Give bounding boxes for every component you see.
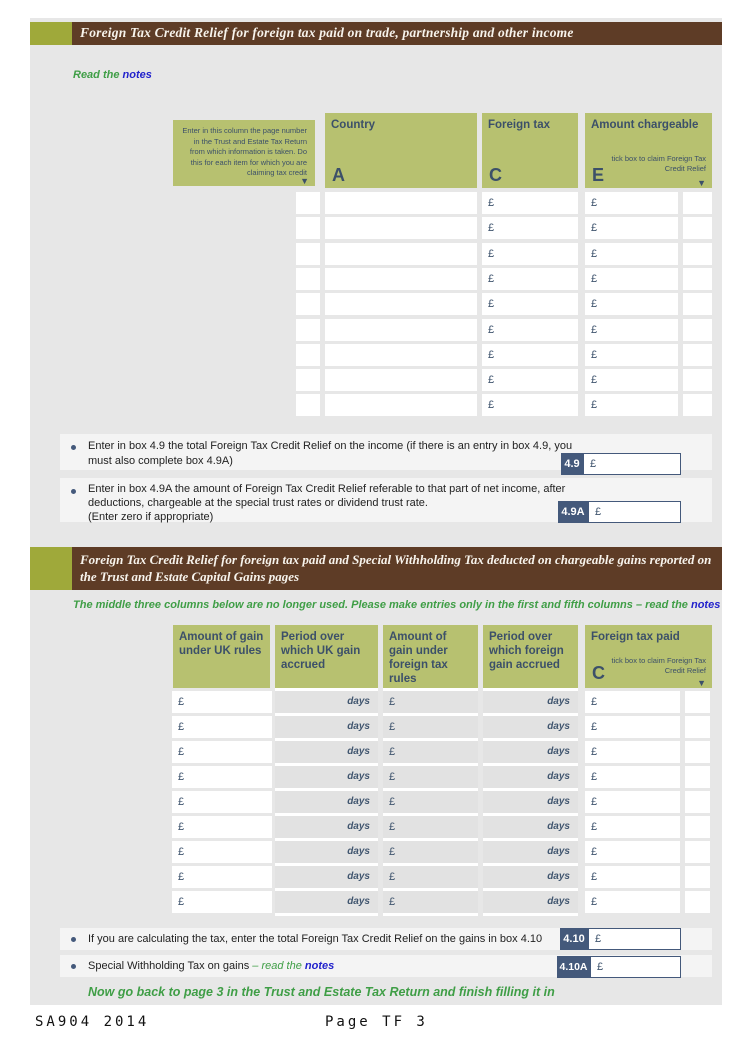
gain-foreign-rules-cell: £ xyxy=(383,791,478,813)
foreign-period-days-cell: days xyxy=(483,741,578,763)
ftcr-tick-box[interactable] xyxy=(685,791,710,813)
gain-uk-rules-input[interactable]: £ xyxy=(172,841,272,863)
gain-uk-rules-input[interactable]: £ xyxy=(172,791,272,813)
tick-note: tick box to claim Foreign Tax Credit Relief xyxy=(611,656,706,675)
ftcr-tick-box[interactable] xyxy=(685,741,710,763)
bullet-icon xyxy=(71,445,76,450)
box49a-text-main: Enter in box 4.9A the amount of Foreign Tax Credit Relief referable to that part of net income, after deductions, chargeable at the special trust rates or dividend trust rate. xyxy=(88,483,566,509)
uk-period-header xyxy=(275,625,378,688)
gain-foreign-rules-cell: £ xyxy=(383,766,478,788)
chevron-down-icon: ▼ xyxy=(697,678,706,688)
gain-uk-rules-input[interactable]: £ xyxy=(172,866,272,888)
uk-period-days-cell: days xyxy=(275,866,378,888)
olive-accent-block xyxy=(30,22,72,45)
box410-input[interactable]: £ xyxy=(588,928,681,950)
uk-period-days-cell: days xyxy=(275,691,378,713)
gain-foreign-rules-label: Amount of gain under foreign tax rules xyxy=(389,631,448,685)
uk-period-days-cell: days xyxy=(275,766,378,788)
foreign-period-days-cell: days xyxy=(483,816,578,838)
tick-note: tick box to claim Foreign Tax Credit Relief xyxy=(611,154,706,173)
column-letter-e: E xyxy=(592,165,605,185)
country-input[interactable] xyxy=(325,192,477,214)
bullet-icon xyxy=(71,964,76,969)
bullet-icon xyxy=(71,937,76,942)
ftcr-tick-box[interactable] xyxy=(685,891,710,913)
box410a-number-label: 4.10A xyxy=(557,956,590,978)
section2-header-bar xyxy=(30,547,722,590)
foreign-period-days-cell: days xyxy=(483,841,578,863)
chevron-down-icon: ▼ xyxy=(300,176,309,186)
gain-uk-rules-input[interactable]: £ xyxy=(172,891,272,913)
foreign-tax-paid-header xyxy=(585,625,712,688)
amount-chargeable-header-label: Amount chargeable xyxy=(591,119,699,131)
foreign-tax-input[interactable]: £ xyxy=(482,268,578,290)
ftcr-tick-box[interactable] xyxy=(683,243,712,265)
notes-link[interactable]: notes xyxy=(690,599,721,611)
gain-uk-rules-header xyxy=(173,625,270,688)
ftcr-tick-box[interactable] xyxy=(683,268,712,290)
gain-foreign-rules-cell: £ xyxy=(383,716,478,738)
box410a-text-main: Special Withholding Tax on gains xyxy=(88,960,250,972)
foreign-tax-input[interactable]: £ xyxy=(482,217,578,239)
ftcr-tick-box[interactable] xyxy=(683,344,712,366)
section1-header-bar xyxy=(30,22,722,45)
ftcr-tick-box[interactable] xyxy=(683,369,712,391)
ftcr-tick-box[interactable] xyxy=(683,192,712,214)
foreign-tax-column-header xyxy=(482,113,578,188)
amount-chargeable-input[interactable]: £ xyxy=(585,192,678,214)
box49-text: Enter in box 4.9 the total Foreign Tax Credit Relief on the income (if there is an entry in box 4.9, you must also complete box 4.9A) xyxy=(88,440,573,467)
ftcr-tick-box[interactable] xyxy=(683,394,712,416)
foreign-tax-paid-input[interactable]: £ xyxy=(585,866,680,888)
box410-text: If you are calculating the tax, enter the total Foreign Tax Credit Relief on the gains in box 4.10 xyxy=(88,933,543,945)
uk-period-days-cell: days xyxy=(275,841,378,863)
uk-period-days-cell: days xyxy=(275,741,378,763)
country-input[interactable] xyxy=(325,268,477,290)
column-letter-a: A xyxy=(332,165,345,185)
gain-foreign-rules-cell: £ xyxy=(383,866,478,888)
page-number-input[interactable] xyxy=(296,344,320,366)
page-number-input[interactable] xyxy=(296,319,320,341)
page-number-input[interactable] xyxy=(296,243,320,265)
foreign-period-days-cell: days xyxy=(483,891,578,913)
amount-chargeable-input[interactable]: £ xyxy=(585,344,678,366)
gain-foreign-rules-cell: £ xyxy=(383,891,478,913)
uk-period-days-cell: days xyxy=(275,891,378,913)
ftcr-tick-box[interactable] xyxy=(683,319,712,341)
box49a-text xyxy=(88,482,588,524)
gain-uk-rules-input[interactable]: £ xyxy=(172,691,272,713)
uk-period-label: Period over which UK gain accrued xyxy=(281,631,361,671)
section1-title: Foreign Tax Credit Relief for foreign tax paid on trade, partnership and other income xyxy=(80,25,574,40)
foreign-tax-paid-label: Foreign tax paid xyxy=(591,631,680,643)
amount-chargeable-input[interactable]: £ xyxy=(585,394,678,416)
foreign-tax-paid-input[interactable]: £ xyxy=(585,691,680,713)
page-number-input[interactable] xyxy=(296,369,320,391)
gain-uk-rules-label: Amount of gain under UK rules xyxy=(179,631,264,657)
foreign-tax-input[interactable]: £ xyxy=(482,344,578,366)
page-number: Page TF 3 xyxy=(325,1014,428,1030)
read-prefix: Read the xyxy=(73,69,120,81)
page-number-input[interactable] xyxy=(296,394,320,416)
notes-link[interactable]: notes xyxy=(122,69,152,81)
gain-uk-rules-input[interactable]: £ xyxy=(172,741,272,763)
foreign-tax-input[interactable]: £ xyxy=(482,369,578,391)
gain-uk-rules-input[interactable]: £ xyxy=(172,816,272,838)
notes-link[interactable]: notes xyxy=(304,960,335,972)
read-notes-line xyxy=(73,69,152,81)
bullet-icon xyxy=(71,489,76,494)
foreign-tax-input[interactable]: £ xyxy=(482,192,578,214)
amount-chargeable-input[interactable]: £ xyxy=(585,268,678,290)
foreign-period-days-cell: days xyxy=(483,716,578,738)
foreign-tax-input[interactable]: £ xyxy=(482,319,578,341)
country-header-label: Country xyxy=(331,119,376,131)
page-number-instruction: Enter in this column the page number in the Trust and Estate Tax Return from which information is taken. Do this for each item for which you are claiming tax credit xyxy=(182,126,307,177)
amount-chargeable-input[interactable]: £ xyxy=(585,369,678,391)
gain-foreign-rules-header xyxy=(383,625,478,688)
ftcr-tick-box[interactable] xyxy=(683,293,712,315)
ftcr-tick-box[interactable] xyxy=(683,217,712,239)
ftcr-tick-box[interactable] xyxy=(685,816,710,838)
country-input[interactable] xyxy=(325,217,477,239)
box410a-input[interactable]: £ xyxy=(590,956,681,978)
note-prefix: The middle three columns below are no longer used. Please make entries only in the first and fifth columns – read the xyxy=(73,599,688,611)
olive-accent-block xyxy=(30,547,72,590)
amount-chargeable-input[interactable]: £ xyxy=(585,293,678,315)
foreign-tax-paid-input[interactable]: £ xyxy=(585,741,680,763)
box410a-read-suffix: – read the xyxy=(252,960,302,972)
foreign-tax-input[interactable]: £ xyxy=(482,293,578,315)
box49a-input[interactable]: £ xyxy=(588,501,681,523)
uk-period-days-cell: days xyxy=(275,816,378,838)
box49a-text-sub: (Enter zero if appropriate) xyxy=(88,511,214,523)
country-input[interactable] xyxy=(325,394,477,416)
page-number-column-header xyxy=(173,120,315,186)
box49-input[interactable]: £ xyxy=(583,453,681,475)
country-input[interactable] xyxy=(325,293,477,315)
foreign-period-header xyxy=(483,625,578,688)
gain-foreign-rules-cell: £ xyxy=(383,816,478,838)
country-input[interactable] xyxy=(325,369,477,391)
foreign-tax-input[interactable]: £ xyxy=(482,243,578,265)
uk-period-days-cell: days xyxy=(275,791,378,813)
country-input[interactable] xyxy=(325,344,477,366)
amount-chargeable-column-header xyxy=(585,113,712,188)
ftcr-tick-box[interactable] xyxy=(685,866,710,888)
gain-foreign-rules-cell: £ xyxy=(383,741,478,763)
amount-chargeable-input[interactable]: £ xyxy=(585,319,678,341)
foreign-tax-paid-input[interactable]: £ xyxy=(585,791,680,813)
gain-foreign-rules-cell: £ xyxy=(383,841,478,863)
box410a-text xyxy=(88,959,588,974)
foreign-period-days-cell: days xyxy=(483,791,578,813)
box410-number-label: 4.10 xyxy=(560,928,588,950)
page-number-input[interactable] xyxy=(296,217,320,239)
ftcr-tick-box[interactable] xyxy=(685,716,710,738)
ftcr-tick-box[interactable] xyxy=(685,766,710,788)
foreign-tax-paid-input[interactable]: £ xyxy=(585,766,680,788)
form-id: SA904 2014 xyxy=(35,1014,150,1030)
closing-note: Now go back to page 3 in the Trust and Estate Tax Return and finish filling it in xyxy=(88,985,555,999)
amount-chargeable-input[interactable]: £ xyxy=(585,217,678,239)
foreign-period-label: Period over which foreign gain accrued xyxy=(489,631,564,671)
page-number-input[interactable] xyxy=(296,192,320,214)
foreign-tax-header-label: Foreign tax xyxy=(488,119,550,131)
middle-columns-note xyxy=(73,599,720,611)
column-letter-c: C xyxy=(592,663,605,683)
foreign-period-days-cell: days xyxy=(483,691,578,713)
country-input[interactable] xyxy=(325,243,477,265)
foreign-tax-paid-input[interactable]: £ xyxy=(585,841,680,863)
foreign-period-days-cell: days xyxy=(483,766,578,788)
gain-uk-rules-input[interactable]: £ xyxy=(172,716,272,738)
gain-foreign-rules-cell: £ xyxy=(383,691,478,713)
chevron-down-icon: ▼ xyxy=(697,178,706,188)
ftcr-tick-box[interactable] xyxy=(685,841,710,863)
foreign-tax-paid-input[interactable]: £ xyxy=(585,891,680,913)
amount-chargeable-input[interactable]: £ xyxy=(585,243,678,265)
box49-number-label: 4.9 xyxy=(561,453,583,475)
gain-uk-rules-input[interactable]: £ xyxy=(172,766,272,788)
foreign-tax-paid-input[interactable]: £ xyxy=(585,816,680,838)
column-letter-c: C xyxy=(489,165,502,185)
ftcr-tick-box[interactable] xyxy=(685,691,710,713)
uk-period-days-cell: days xyxy=(275,716,378,738)
foreign-tax-input[interactable]: £ xyxy=(482,394,578,416)
section2-title: Foreign Tax Credit Relief for foreign tax paid and Special Withholding Tax deducted on chargeable gains reported on the Trust and Estate Capital Gains pages xyxy=(80,552,712,584)
foreign-tax-paid-input[interactable]: £ xyxy=(585,716,680,738)
page-number-input[interactable] xyxy=(296,268,320,290)
box49a-number-label: 4.9A xyxy=(558,501,588,523)
country-column-header xyxy=(325,113,477,188)
country-input[interactable] xyxy=(325,319,477,341)
foreign-period-days-cell: days xyxy=(483,866,578,888)
page-number-input[interactable] xyxy=(296,293,320,315)
